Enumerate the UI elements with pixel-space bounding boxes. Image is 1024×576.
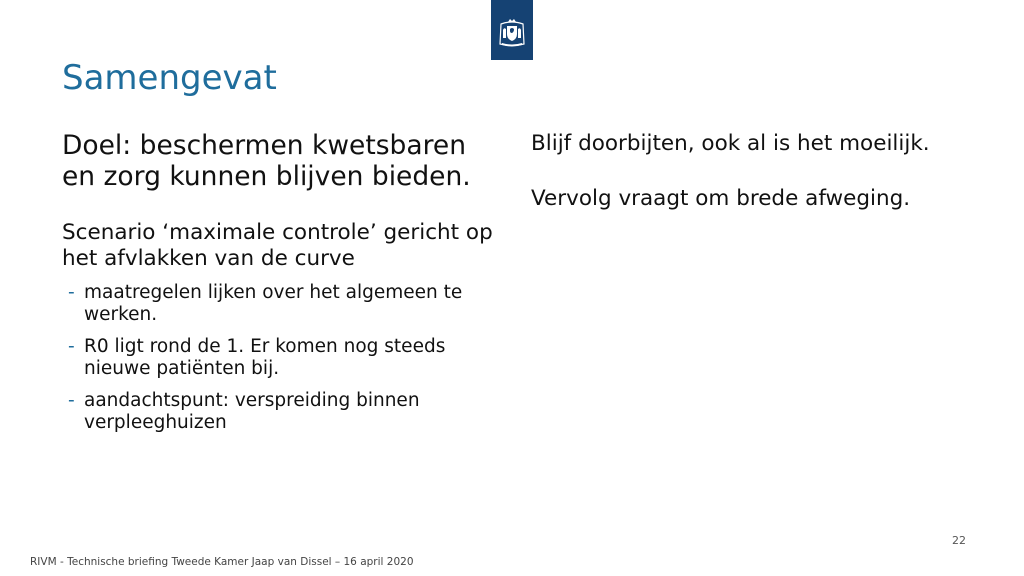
slide-title: Samengevat [62, 58, 277, 98]
bullet-dash: - [68, 390, 75, 411]
government-logo [491, 0, 533, 60]
list-item [62, 390, 502, 434]
bullet-text: R0 ligt rond de 1. Er komen nog steeds nieuwe patiënten bij. [84, 336, 446, 379]
scenario-text: Scenario ‘maximale controle’ gericht op het afvlakken van de curve [62, 220, 493, 271]
left-column [62, 130, 502, 444]
right-column [531, 130, 951, 240]
page-number: 22 [952, 534, 966, 547]
right-paragraph: Blijf doorbijten, ook al is het moeilijk. [531, 131, 930, 156]
bullet-text: maatregelen lijken over het algemeen te werken. [84, 282, 463, 325]
coat-of-arms-icon [491, 0, 533, 60]
goal-text: Doel: beschermen kwetsbaren en zorg kunnen blijven bieden. [62, 130, 471, 192]
list-item [62, 336, 502, 380]
right-paragraph: Vervolg vraagt om brede afweging. [531, 186, 911, 211]
footer-text: RIVM - Technische briefing Tweede Kamer Jaap van Dissel – 16 april 2020 [30, 556, 414, 568]
bullet-list [62, 282, 502, 434]
bullet-dash: - [68, 282, 75, 303]
bullet-text: aandachtspunt: verspreiding binnen verpleeghuizen [84, 390, 420, 433]
list-item [62, 282, 502, 326]
bullet-dash: - [68, 336, 75, 357]
